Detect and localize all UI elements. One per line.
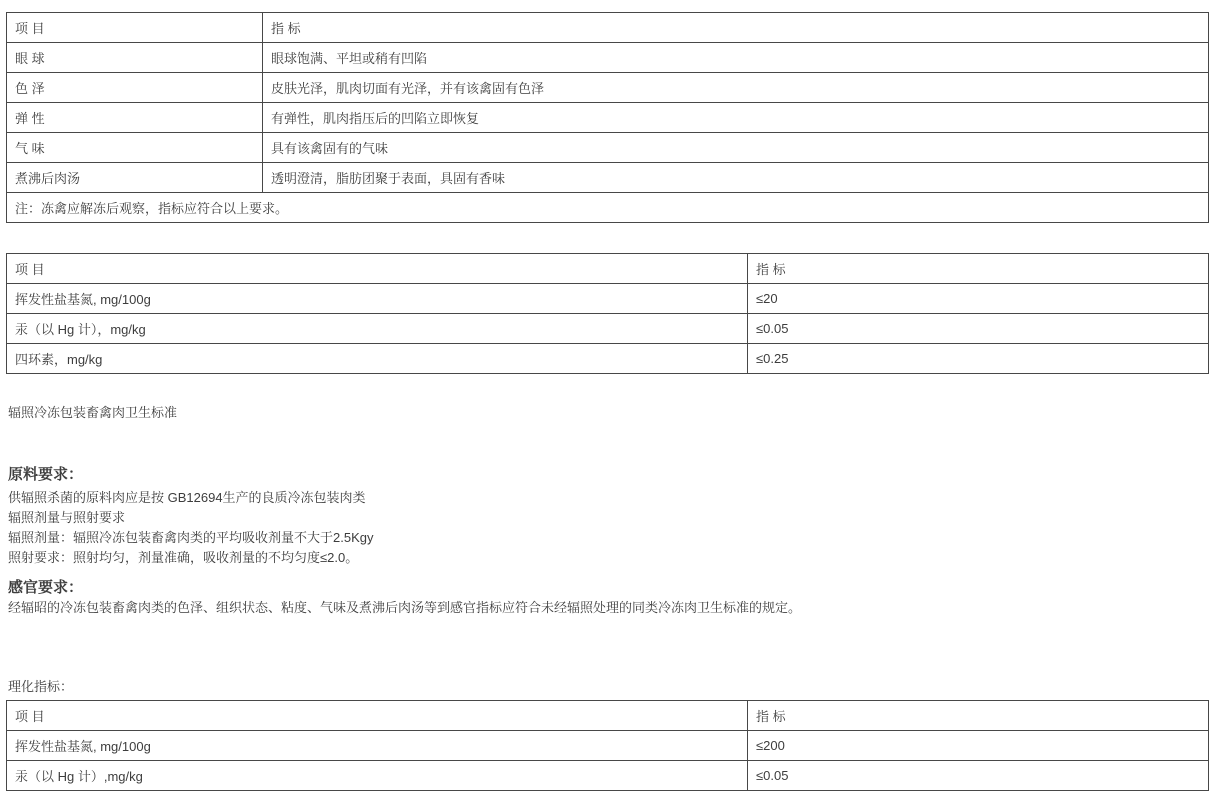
paragraph-line: 辐照剂量与照射要求 — [8, 510, 126, 525]
sensory-heading: 感官要求： — [8, 579, 84, 596]
table-row — [7, 73, 1209, 103]
column-header-item: 项 目 — [7, 701, 748, 731]
indicator-cell: 有弹性，肌肉指压后的凹陷立即恢复 — [263, 103, 1209, 133]
table-row — [7, 284, 1209, 314]
indicator-cell: ≤0.05 — [748, 761, 1209, 791]
table-row — [7, 133, 1209, 163]
table-header-row — [7, 13, 1209, 43]
indicator-cell: ≤20 — [748, 284, 1209, 314]
raw-material-paragraph — [6, 488, 1209, 568]
column-header-indicator: 指 标 — [748, 701, 1209, 731]
column-header-indicator: 指 标 — [748, 254, 1209, 284]
item-cell: 弹 性 — [7, 103, 263, 133]
table-note: 注：冻禽应解冻后观察，指标应符合以上要求。 — [7, 193, 1209, 223]
table-row — [7, 103, 1209, 133]
sensory-requirements-table — [6, 12, 1209, 223]
paragraph-line: 辐照剂量：辐照冷冻包装畜禽肉类的平均吸收剂量不大于2.5Kgy — [8, 530, 374, 545]
item-cell: 煮沸后肉汤 — [7, 163, 263, 193]
item-cell: 挥发性盐基氮, mg/100g — [7, 731, 748, 761]
column-header-item: 项 目 — [7, 254, 748, 284]
limit-indicators-table — [6, 253, 1209, 374]
standard-title: 辐照冷冻包装畜禽肉卫生标准 — [8, 405, 178, 420]
indicator-cell: ≤200 — [748, 731, 1209, 761]
paragraph-line: 供辐照杀菌的原料肉应是按 GB12694生产的良质冷冻包装肉类 — [8, 490, 366, 505]
indicator-cell: 皮肤光泽，肌肉切面有光泽，并有该禽固有色泽 — [263, 73, 1209, 103]
indicator-cell: ≤0.05 — [748, 314, 1209, 344]
raw-material-heading: 原料要求： — [8, 466, 84, 483]
table-row — [7, 731, 1209, 761]
item-cell: 四环素，mg/kg — [7, 344, 748, 374]
physchem-indicators-table — [6, 700, 1209, 791]
table-note-row — [7, 193, 1209, 223]
table-row — [7, 761, 1209, 791]
column-header-item: 项 目 — [7, 13, 263, 43]
paragraph-line: 照射要求：照射均匀，剂量准确，吸收剂量的不均匀度≤2.0。 — [8, 550, 359, 565]
item-cell: 气 味 — [7, 133, 263, 163]
item-cell: 眼 球 — [7, 43, 263, 73]
table-row — [7, 344, 1209, 374]
table-row — [7, 314, 1209, 344]
table-header-row — [7, 254, 1209, 284]
indicator-cell: ≤0.25 — [748, 344, 1209, 374]
item-cell: 挥发性盐基氮, mg/100g — [7, 284, 748, 314]
table-row — [7, 43, 1209, 73]
item-cell: 色 泽 — [7, 73, 263, 103]
item-cell: 汞（以 Hg 计），mg/kg — [7, 314, 748, 344]
physchem-label: 理化指标： — [8, 679, 74, 694]
table-header-row — [7, 701, 1209, 731]
sensory-paragraph: 经辐昭的冷冻包装畜禽肉类的色泽、组织状态、粘度、气味及煮沸后肉汤等到感官指标应符合未经辐照处理的同类冷冻肉卫生标准的规定。 — [8, 600, 802, 615]
item-cell: 汞（以 Hg 计）,mg/kg — [7, 761, 748, 791]
column-header-indicator: 指 标 — [263, 13, 1209, 43]
indicator-cell: 透明澄清，脂肪团聚于表面，具固有香味 — [263, 163, 1209, 193]
table-row — [7, 163, 1209, 193]
indicator-cell: 具有该禽固有的气味 — [263, 133, 1209, 163]
indicator-cell: 眼球饱满、平坦或稍有凹陷 — [263, 43, 1209, 73]
